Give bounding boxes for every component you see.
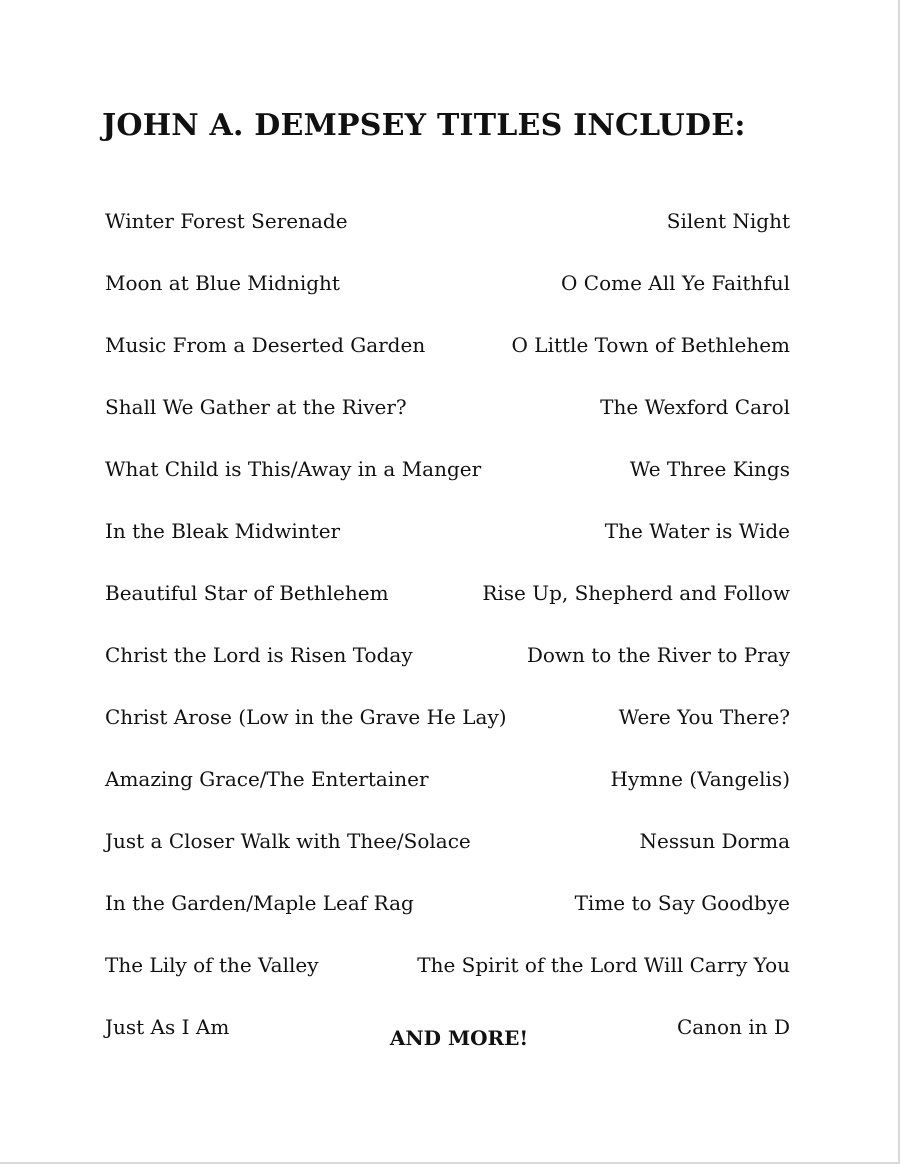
title-right: We Three Kings [629, 457, 790, 481]
title-left: Just a Closer Walk with Thee/Solace [105, 829, 471, 853]
title-right: Were You There? [618, 705, 790, 729]
title-left: Moon at Blue Midnight [105, 271, 340, 295]
title-row [105, 562, 790, 624]
title-right: Nessun Dorma [639, 829, 790, 853]
title-left: Christ the Lord is Risen Today [105, 643, 413, 667]
title-left: Winter Forest Serenade [105, 209, 348, 233]
title-left: Amazing Grace/The Entertainer [105, 767, 429, 791]
title-left: Beautiful Star of Bethlehem [105, 581, 389, 605]
title-left: What Child is This/Away in a Manger [105, 457, 482, 481]
title-right: Time to Say Goodbye [574, 891, 790, 915]
title-row [105, 500, 790, 562]
title-row [105, 934, 790, 996]
title-row [105, 872, 790, 934]
title-right: Silent Night [666, 209, 790, 233]
title-left: In the Bleak Midwinter [105, 519, 341, 543]
title-left: Just As I Am [105, 1015, 230, 1039]
title-left: Shall We Gather at the River? [105, 395, 407, 419]
title-row [105, 810, 790, 872]
title-row [105, 314, 790, 376]
title-row [105, 748, 790, 810]
title-row [105, 190, 790, 252]
title-right: The Wexford Carol [600, 395, 790, 419]
title-right: Down to the River to Pray [526, 643, 790, 667]
title-left: In the Garden/Maple Leaf Rag [105, 891, 414, 915]
title-right: O Come All Ye Faithful [561, 271, 790, 295]
title-row [105, 438, 790, 500]
title-right: O Little Town of Bethlehem [511, 333, 790, 357]
title-left: Music From a Deserted Garden [105, 333, 426, 357]
title-right: Rise Up, Shepherd and Follow [482, 581, 790, 605]
titles-list [105, 190, 790, 1058]
title-right: The Spirit of the Lord Will Carry You [417, 953, 790, 977]
title-row [105, 686, 790, 748]
title-row [105, 252, 790, 314]
title-row [105, 376, 790, 438]
title-row [105, 624, 790, 686]
title-right: The Water is Wide [604, 519, 790, 543]
title-left: Christ Arose (Low in the Grave He Lay) [105, 705, 507, 729]
page-title: JOHN A. DEMPSEY TITLES INCLUDE: [102, 108, 746, 143]
title-left: The Lily of the Valley [105, 953, 319, 977]
and-more-footer: AND MORE! [389, 1026, 529, 1050]
title-right: Canon in D [676, 1015, 790, 1039]
title-right: Hymne (Vangelis) [610, 767, 790, 791]
